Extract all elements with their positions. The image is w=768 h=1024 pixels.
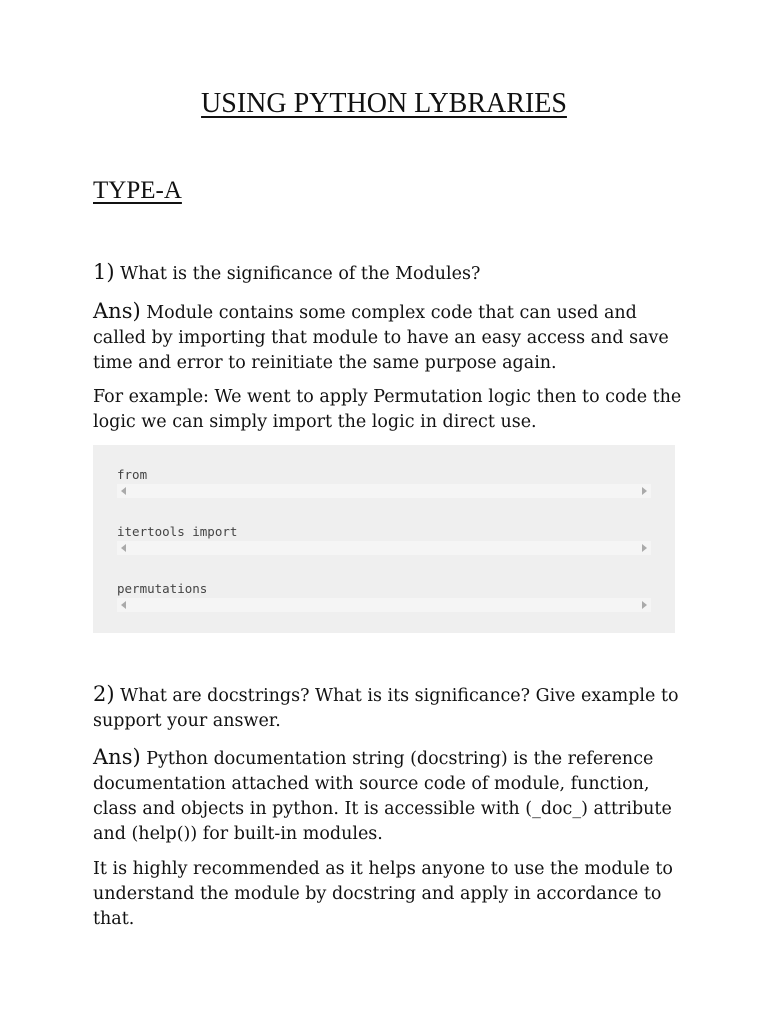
code-line-1: from: [117, 467, 148, 482]
answer-2-text: Python documentation string (docstring) is the reference documentation attached with source code of module, function, class and objects in python. It is accessible with (_doc_) attribute and (help()) for built-in modules.: [93, 749, 672, 844]
answer-2: [93, 745, 693, 847]
answer-1-example: For example: We went to apply Permutation logic then to code the logic we can simply import the logic in direct use.: [93, 387, 682, 432]
scroll-left-icon[interactable]: [121, 544, 126, 552]
page-title: USING PYTHON LYBRARIES: [201, 88, 567, 119]
question-2: [93, 682, 693, 734]
code-line-2: itertools import: [117, 524, 238, 539]
scroll-left-icon[interactable]: [121, 487, 126, 495]
code-line-3: permutations: [117, 581, 208, 596]
question-1: [93, 260, 693, 287]
scroll-left-icon[interactable]: [121, 601, 126, 609]
answer-2-extra: It is highly recommended as it helps anyone to use the module to understand the module by docstring and apply in accordance to that.: [93, 859, 673, 929]
question-1-number: 1): [93, 260, 115, 284]
answer-1-label: Ans): [93, 299, 141, 323]
answer-1: [93, 299, 693, 376]
question-2-text: What are docstrings? What is its significance? Give example to support your answer.: [93, 686, 679, 731]
scroll-right-icon[interactable]: [642, 544, 647, 552]
answer-2-label: Ans): [93, 745, 141, 769]
section-heading: TYPE-A: [93, 177, 182, 204]
answer-1-text: Module contains some complex code that can used and called by importing that module to have an easy access and save time and error to reinitiate the same purpose again.: [93, 303, 669, 373]
code-scrollbar-2[interactable]: [117, 541, 651, 555]
code-block: [93, 445, 675, 633]
scroll-right-icon[interactable]: [642, 601, 647, 609]
question-1-text: What is the significance of the Modules?: [120, 264, 481, 284]
question-2-number: 2): [93, 682, 115, 706]
code-scrollbar-1[interactable]: [117, 484, 651, 498]
code-scrollbar-3[interactable]: [117, 598, 651, 612]
scroll-right-icon[interactable]: [642, 487, 647, 495]
